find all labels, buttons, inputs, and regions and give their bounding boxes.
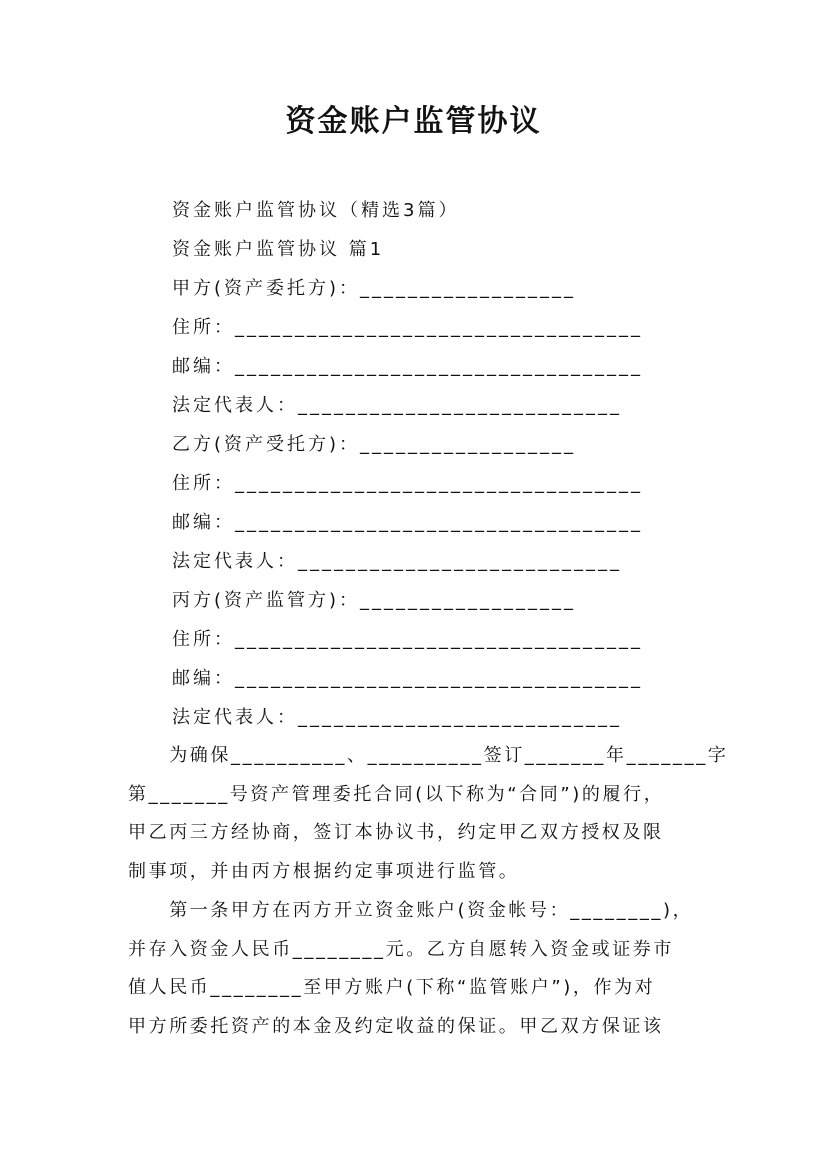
party-a-address-field: 住所：__________________________________ (172, 317, 643, 338)
paragraph-line: 制事项，并由丙方根据约定事项进行监管。 (128, 861, 520, 883)
paragraph-line: 第_______号资产管理委托合同(以下称为“合同”)的履行， (128, 783, 665, 805)
paragraph-line: 第一条甲方在丙方开立资金账户(资金帐号：________)， (128, 900, 694, 921)
section-heading: 资金账户监管协议 篇1 (172, 239, 385, 260)
paragraph-line: 甲方所委托资产的本金及约定收益的保证。甲乙双方保证该 (128, 1016, 664, 1038)
intro-paragraph (128, 737, 728, 892)
party-a-postcode-field: 邮编：__________________________________ (172, 356, 643, 377)
party-a-field: 甲方(资产委托方)：__________________ (172, 278, 577, 299)
paragraph-line: 为确保__________、__________签订_______年_______字 (128, 745, 729, 766)
paragraph-line: 值人民币________至甲方账户(下称“监管账户”)，作为对 (128, 977, 656, 999)
party-b-field: 乙方(资产受托方)：__________________ (172, 434, 577, 455)
party-b-address-field: 住所：__________________________________ (172, 473, 643, 494)
party-c-postcode-field: 邮编：__________________________________ (172, 668, 643, 689)
document-subtitle: 资金账户监管协议（精选3篇） (172, 200, 460, 221)
article-one-paragraph (128, 892, 728, 1047)
party-b-representative-field: 法定代表人：___________________________ (172, 551, 622, 572)
party-a-representative-field: 法定代表人：___________________________ (172, 395, 622, 416)
party-c-field: 丙方(资产监管方)：__________________ (172, 590, 577, 611)
paragraph-line: 甲乙丙三方经协商，签订本协议书，约定甲乙双方授权及限 (128, 822, 664, 844)
party-c-representative-field: 法定代表人：___________________________ (172, 707, 622, 728)
paragraph-line: 并存入资金人民币________元。乙方自愿转入资金或证券市 (128, 938, 674, 960)
party-b-postcode-field: 邮编：__________________________________ (172, 512, 643, 533)
party-c-address-field: 住所：__________________________________ (172, 629, 643, 650)
document-title: 资金账户监管协议 (285, 104, 542, 139)
